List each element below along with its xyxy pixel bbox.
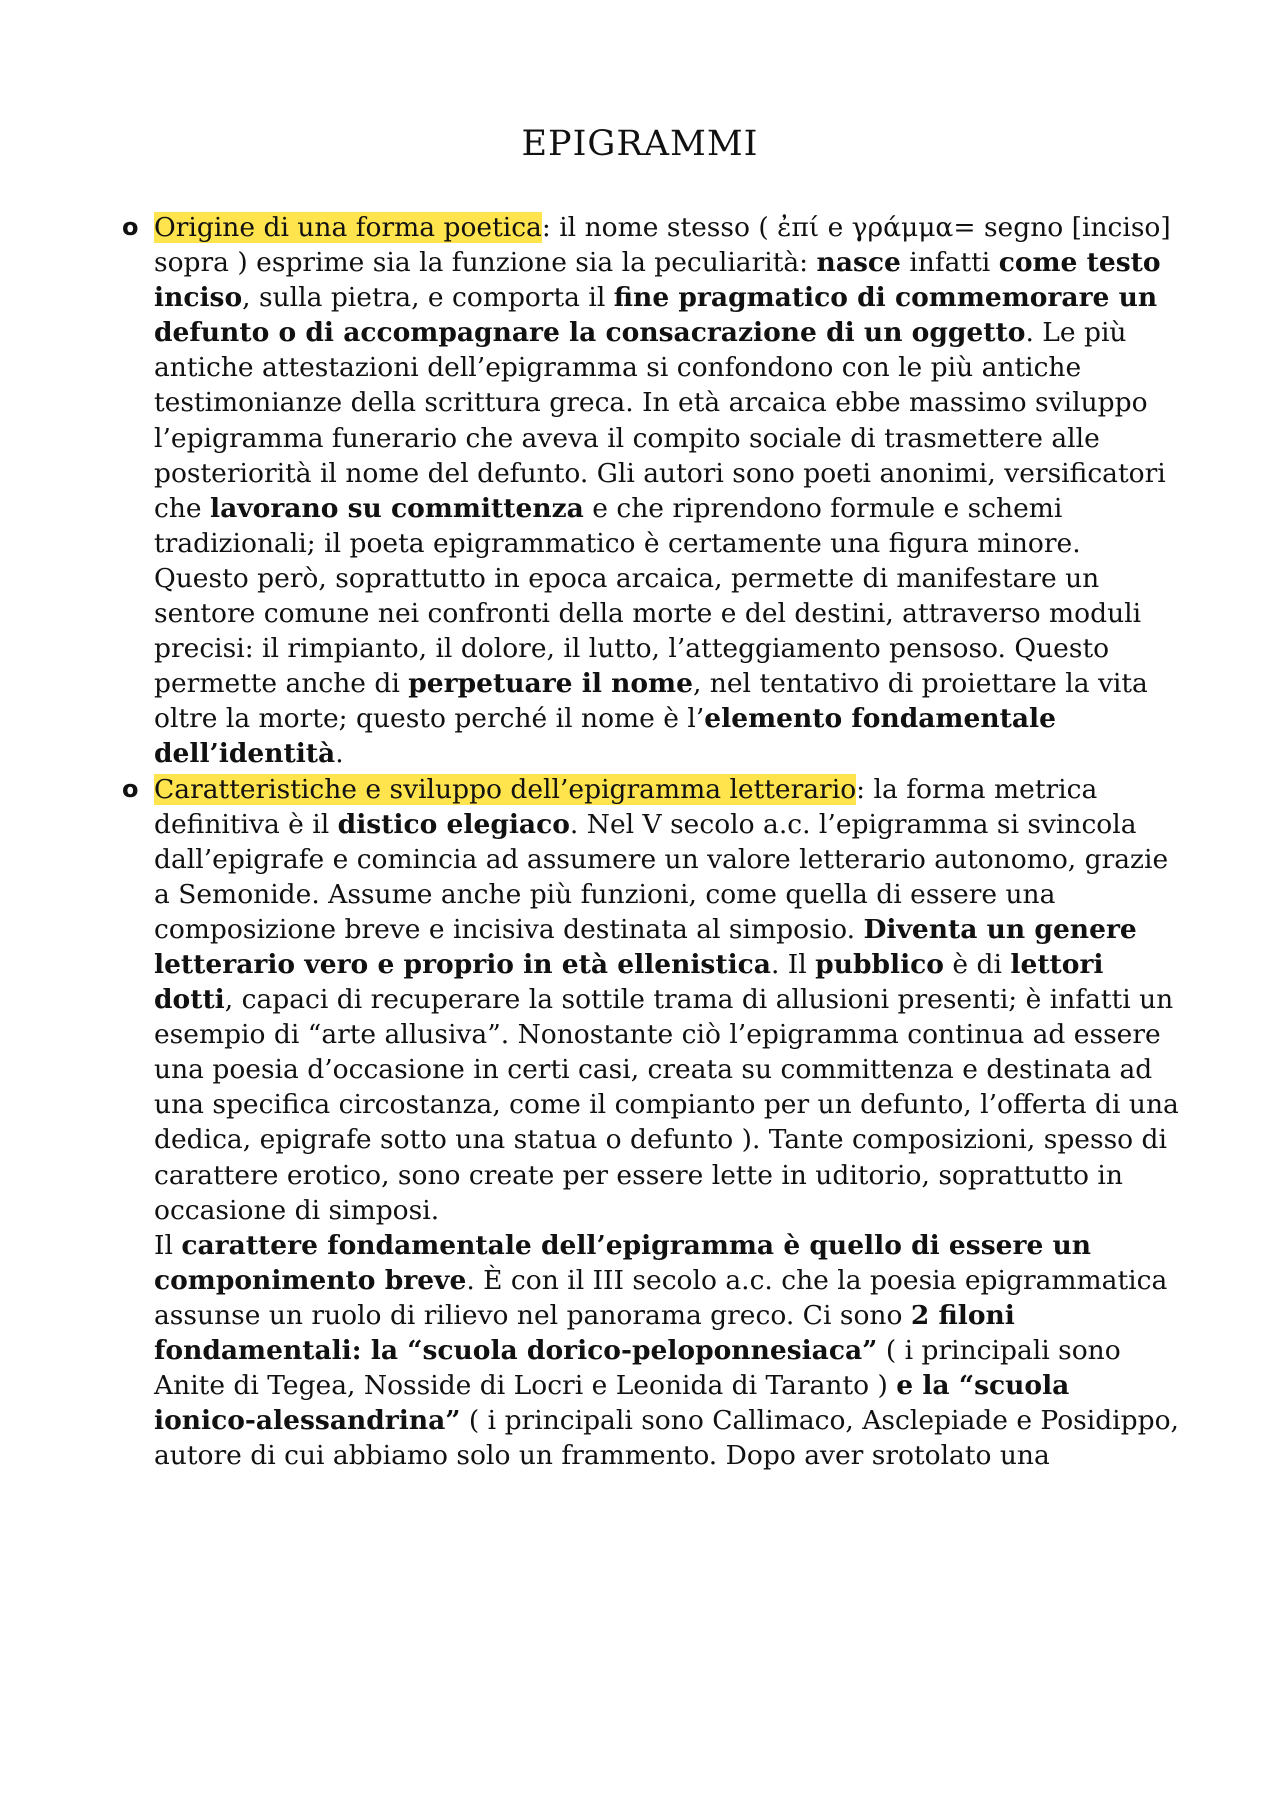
bold-text: perpetuare il nome <box>408 668 693 700</box>
document-body <box>118 210 1180 1473</box>
text-run: ( i principali sono Callimaco, Asclepiade e Posidippo, autore di cui abbiamo solo un frammento. Dopo aver srotolato una <box>154 1405 1179 1472</box>
page-title: EPIGRAMMI <box>521 124 759 164</box>
bold-text: 2 filoni fondamentali: la “scuola dorico-peloponnesiaca” <box>154 1299 1015 1366</box>
text-run: ( i principali sono Anite di Tegea, Nosside di Locri e Leonida di Taranto ) <box>154 1335 1121 1402</box>
bold-text: come testo inciso <box>154 247 1161 314</box>
bold-text: distico elegiaco <box>337 808 570 840</box>
text-run: e che riprendono formule e schemi tradizionali; il poeta epigrammatico è certamente una figura minore. Questo però, soprattutto in epoca arcaica, permette di manifestare un sentore comune nei confronti della morte e del destini, attraverso moduli precisi: il rimpianto, il dolore, il lutto, l’atteggiamento pensoso. Questo permette anche di <box>154 492 1142 700</box>
text-run: infatti <box>900 247 999 279</box>
text-run: , nel tentativo di proiettare la vita oltre la morte; questo perché il nome è l’ <box>154 668 1148 735</box>
bold-text: pubblico <box>815 948 944 980</box>
text-run: , capaci di recuperare la sottile trama di allusioni presenti; è infatti un esempio di “arte allusiva”. Nonostante ciò l’epigramma continua ad essere una poesia d’occasione in certi casi, creata su committenza e destinata ad una specifica circostanza, come il compianto per un defunto, l’offerta di una dedica, epigrafe sotto una statua o defunto ). Tante composizioni, spesso di carattere erotico, sono create per essere lette in uditorio, soprattutto in occasione di simposi. <box>154 984 1179 1226</box>
bold-text: Diventa un genere letterario vero e proprio in età ellenistica <box>154 913 1137 980</box>
bold-text: e la “scuola ionico-alessandrina” <box>154 1370 1070 1437</box>
bold-text: nasce <box>816 247 901 279</box>
highlighted-heading: Caratteristiche e sviluppo dell’epigramma letterario <box>154 773 857 805</box>
bullet-circle-icon: o <box>122 213 139 241</box>
text-run: è di <box>943 948 1011 980</box>
text-run: : la forma metrica definitiva è il <box>154 773 1098 840</box>
bold-text: elemento fondamentale dell’identità <box>154 703 1056 770</box>
bold-text: lavorano su committenza <box>210 492 584 524</box>
text-run: . È con il III secolo a.c. che la poesia epigrammatica assunse un ruolo di rilievo nel panorama greco. Ci sono <box>154 1264 1168 1331</box>
text-run: , sulla pietra, e comporta il <box>242 282 614 314</box>
text-run: : il nome stesso ( ἐπί e γράμμα= segno [inciso] sopra ) esprime sia la funzione sia la peculiarità: <box>154 212 1171 279</box>
highlighted-heading: Origine di una forma poetica <box>154 212 542 243</box>
bold-text: fine pragmatico di commemorare un defunto o di accompagnare la consacrazione di un oggetto <box>154 282 1158 349</box>
text-run: . Le più antiche attestazioni dell’epigramma si confondono con le più antiche testimonianze della scrittura greca. In età arcaica ebbe massimo sviluppo l’epigramma funerario che aveva il compito sociale di trasmettere alle posteriorità il nome del defunto. Gli autori sono poeti anonimi, versificatori che <box>154 317 1166 524</box>
bullet-item-origine <box>118 210 1180 772</box>
text-run: Il <box>154 1229 182 1261</box>
bullet-item-caratteristiche <box>118 772 1180 1228</box>
bold-text: carattere fondamentale dell’epigramma è quello di essere un componimento breve <box>154 1229 1092 1296</box>
paragraph-carattere <box>118 1228 1180 1474</box>
text-run: . <box>335 738 344 770</box>
text-run: . Nel V secolo a.c. l’epigramma si svincola dall’epigrafe e comincia ad assumere un valore letterario autonomo, grazie a Semonide. Assume anche più funzioni, come quella di essere una composizione breve e incisiva destinata al simposio. <box>154 808 1169 945</box>
text-run: . Il <box>770 948 816 980</box>
bold-text: lettori dotti <box>154 948 1104 1016</box>
bullet-circle-icon: o <box>122 774 139 803</box>
